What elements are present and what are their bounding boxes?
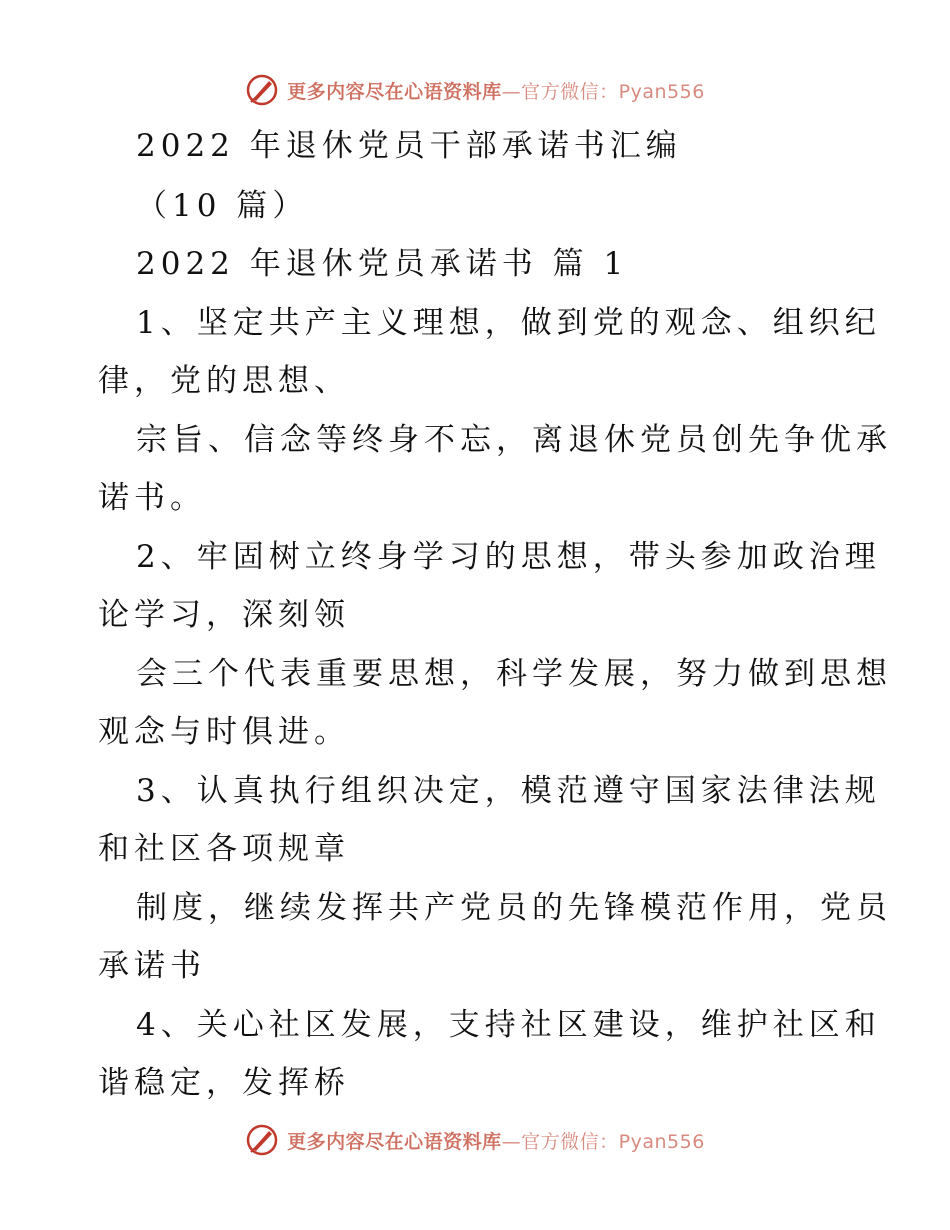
watermark-text: 更多内容尽在心语资料库—官方微信：Pyan556: [287, 80, 705, 103]
paragraph-line: 3、认真执行组织决定，模范遵守国家法律法规: [136, 773, 881, 809]
paragraph-line: 制度，继续发挥共产党员的先锋模范作用，党员: [136, 890, 892, 926]
paragraph-line: 和社区各项规章: [98, 831, 350, 867]
paragraph-line: 1、坚定共产主义理想，做到党的观念、组织纪: [136, 305, 881, 341]
footer-watermark: [0, 1120, 950, 1160]
document-title: 2022 年退休党员干部承诺书汇编: [136, 128, 682, 164]
paragraph-line: 4、关心社区发展，支持社区建设，维护社区和: [136, 1007, 881, 1043]
watermark-text: 更多内容尽在心语资料库—官方微信：Pyan556: [287, 1130, 705, 1153]
paragraph-line: 宗旨、信念等终身不忘，离退休党员创先争优承: [136, 422, 892, 458]
paragraph-line: 诺书。: [98, 480, 206, 516]
paragraph-line: 论学习，深刻领: [98, 597, 350, 633]
quill-logo-icon: [245, 1123, 279, 1157]
paragraph-line: 2、牢固树立终身学习的思想，带头参加政治理: [136, 539, 881, 575]
paragraph-line: 观念与时俱进。: [98, 714, 350, 750]
paragraph-line: 律，党的思想、: [98, 363, 350, 399]
paragraph-line: 承诺书: [98, 948, 206, 984]
paragraph-line: 谐稳定，发挥桥: [98, 1065, 350, 1101]
paragraph-line: 会三个代表重要思想，科学发展，努力做到思想: [136, 656, 892, 692]
section-heading: 2022 年退休党员承诺书 篇 1: [136, 246, 629, 282]
document-subtitle: （10 篇）: [136, 188, 309, 224]
